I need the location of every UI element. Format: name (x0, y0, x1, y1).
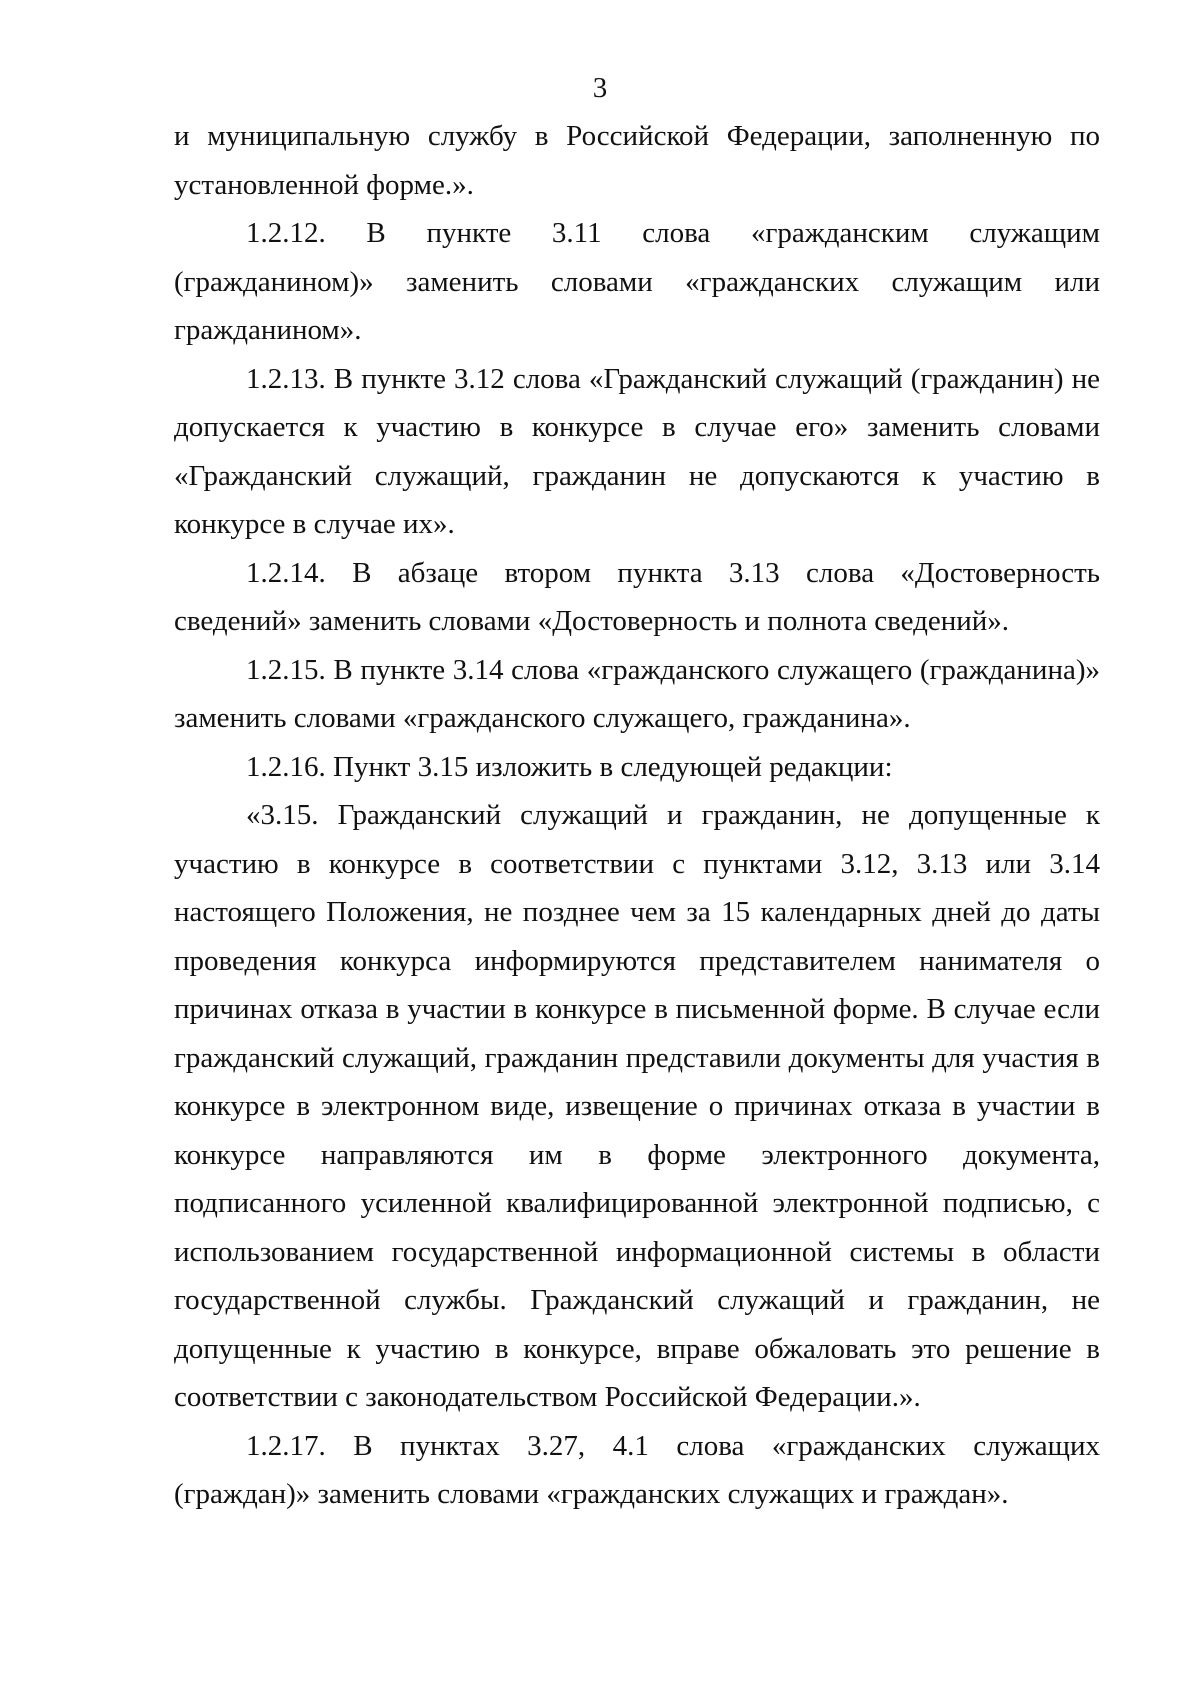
paragraph-1-2-15: 1.2.15. В пункте 3.14 слова «гражданского служащего (гражданина)» заменить словами «гражданского служащего, гражданина». (174, 653, 1100, 734)
paragraph-1-2-12: 1.2.12. В пункте 3.11 слова «гражданским служащим (гражданином)» заменить словами «гражданских служащим или гражданином». (174, 217, 1100, 346)
paragraph-1-2-14: 1.2.14. В абзаце втором пункта 3.13 слова «Достоверность сведений» заменить словами «Достоверность и полнота сведений». (174, 556, 1100, 637)
document-body (174, 112, 1100, 1519)
page-number: 3 (592, 72, 608, 104)
paragraph-continuation: и муниципальную службу в Российской Федерации, заполненную по установленной форме.». (174, 120, 1100, 201)
paragraph-1-2-16: 1.2.16. Пункт 3.15 изложить в следующей редакции: (246, 750, 893, 783)
paragraph-1-2-17: 1.2.17. В пунктах 3.27, 4.1 слова «гражданских служащих (граждан)» заменить словами «гражданских служащих и граждан». (174, 1429, 1100, 1510)
paragraph-3-15-quote: «3.15. Гражданский служащий и гражданин, не допущенные к участию в конкурсе в соответствии с пунктами 3.12, 3.13 или 3.14 настоящего Положения, не позднее чем за 15 календарных дней до даты проведения конкурса информируются представителем нанимателя о причинах отказа в участии в конкурсе в письменной форме. В случае если гражданский служащий, гражданин представили документы для участия в конкурсе в электронном виде, извещение о причинах отказа в участии в конкурсе направляются им в форме электронного документа, подписанного усиленной квалифицированной электронной подписью, с использованием государственной информационной системы в области государственной службы. Гражданский служащий и гражданин, не допущенные к участию в конкурсе, вправе обжаловать это решение в соответствии с законодательством Российской Федерации.». (174, 799, 1100, 1413)
paragraph-1-2-13: 1.2.13. В пункте 3.12 слова «Гражданский служащий (гражданин) не допускается к участию в конкурсе в случае его» заменить словами «Гражданский служащий, гражданин не допускаются к участию в конкурсе в случае их». (174, 362, 1100, 540)
